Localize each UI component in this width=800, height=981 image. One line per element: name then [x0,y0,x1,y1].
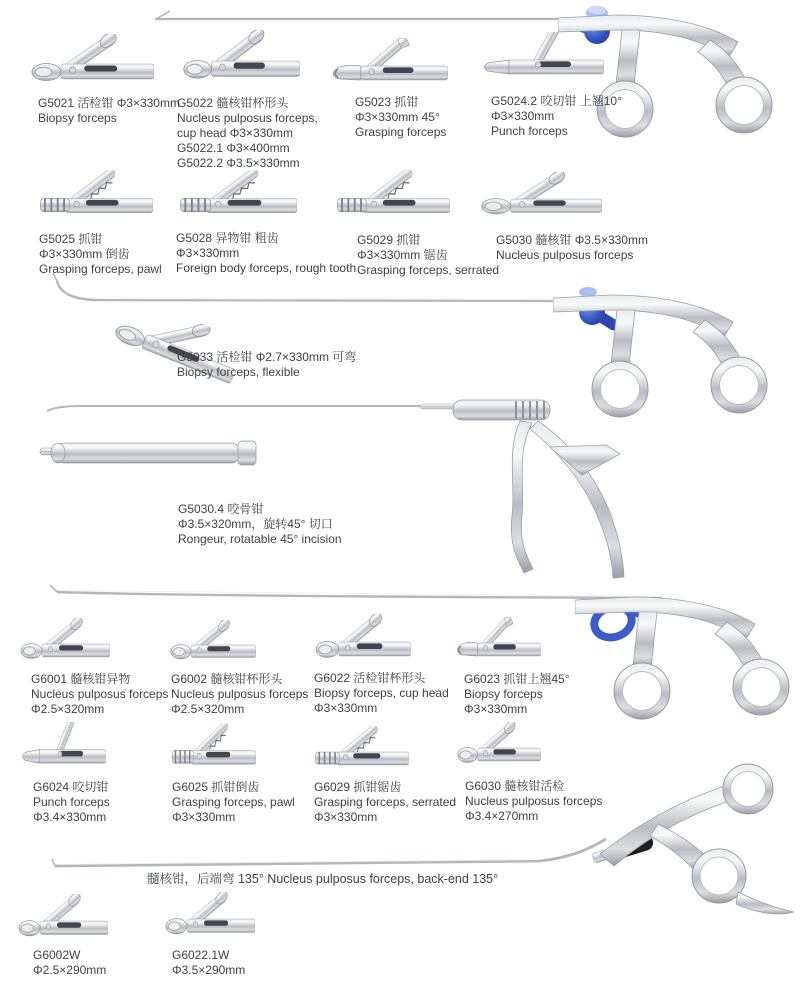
g6022-1w-tip-image [163,892,255,946]
shaft-g6-instrument [50,585,662,598]
g6025-label [172,780,295,825]
g6002w-label [33,948,106,978]
shaft-135-instrument [52,839,606,866]
label-line: Grasping forceps, serrated [357,263,500,277]
label-line: G5021 活检钳 Φ3×330mm [38,96,180,110]
g6029-label [314,780,456,825]
label-line: Φ3×330mm [314,810,378,824]
label-line: Φ2.5×290mm [33,963,107,977]
label-line: G6023 抓钳上翘45° [464,672,570,686]
label-line: G5028 异物钳 粗齿 [176,231,279,245]
label-line: Grasping forceps, pawl [172,795,295,809]
g5023-label [355,95,446,140]
label-line: Punch forceps [491,124,568,138]
label-line: Nucleus pulposus forceps, [177,111,318,125]
g6024-tip-image [18,722,106,777]
label-line: Biopsy forceps [464,687,543,701]
g6030-label [465,779,602,824]
g5033-label [177,350,356,380]
g6022-1w-label [172,948,245,978]
label-line: Φ2.5×320mm [171,702,245,716]
g6023-tip-image [455,617,541,669]
label-line: G5023 抓钳 [355,95,419,109]
label-line: G6001 髓核钳异物 [31,672,131,686]
shaft-top-instrument [155,11,590,19]
g6001-tip-image [18,618,110,670]
label-line: Nucleus pulposus forceps [171,687,309,701]
g6002-label [171,672,308,717]
kerrison-rongeur-image [420,395,640,585]
label-line: G5030 髓核钳 Φ3.5×330mm [496,233,648,247]
label-line: Biopsy forceps, flexible [177,365,300,379]
label-line: cup head Φ3×330mm [177,126,293,140]
scissor-handle-135-image [598,762,798,917]
label-line: Nucleus pulposus forceps [496,248,634,262]
g5022-tip-image [180,30,300,92]
label-line: Φ3×330mm 倒齿 [39,247,130,261]
g5025-tip-image [35,170,153,227]
g5030-4-label [178,502,342,547]
label-line: G5024.2 咬切钳 上翘10° [491,94,622,108]
label-line: G5030.4 咬骨钳 [178,502,264,516]
label-line: Nucleus pulposus forceps [31,687,169,701]
g5024-2-label [491,94,622,139]
label-line: G6022 活检钳杯形头 [314,671,426,685]
label-line: G5022.2 Φ3.5×330mm [177,156,300,170]
label-line: Φ3×330mm [176,246,240,260]
label-line: Φ3×330mm 锯齿 [357,248,448,262]
g5022-label [177,96,318,171]
label-line: Φ2.5×320mm [31,702,105,716]
g6022-label [314,671,449,716]
label-line: Biopsy forceps, cup head [314,686,449,700]
label-line: Φ3.4×270mm [465,809,539,823]
label-line: G6002W [33,948,81,962]
label-line: Foreign body forceps, rough tooth [176,261,357,275]
g6022-tip-image [313,614,411,670]
label-line: Φ3×330mm [491,109,555,123]
g5028-tip-image [175,170,297,227]
g5030-label [496,233,648,263]
label-line: G6002 髓核钳杯形头 [171,672,283,686]
label-line: Rongeur, rotatable 45° incision [178,532,342,546]
shaft-g5030-4 [47,406,457,411]
g6030-tip-image [455,722,541,774]
label-line: Φ3×330mm 45° [355,110,440,124]
g6002-tip-image [168,620,256,670]
g5030-tip-image [478,172,602,226]
banner-135-text: 髓核钳，后端弯 135° Nucleus pulposus forceps, back-end 135° [147,872,499,886]
g6001-label [31,672,168,717]
label-line: Φ3×330mm [314,701,378,715]
g5021-tip-image [28,34,154,94]
g5023-tip-image [330,38,448,94]
label-line: Nucleus pulposus forceps [465,794,603,808]
outer-tube-cannula [40,441,256,465]
label-line: Φ3×330mm [464,702,528,716]
label-line: G6030 髓核钳活检 [465,779,565,793]
label-line: G6029 抓钳锯齿 [314,780,402,794]
g6002w-tip-image [16,894,108,948]
label-line: G5029 抓钳 [357,233,421,247]
g6025-tip-image [168,723,256,778]
label-line: Grasping forceps, pawl [39,262,162,276]
g5021-label [38,96,180,126]
label-line: Grasping forceps, serrated [314,795,457,809]
label-line: G5025 抓钳 [39,232,103,246]
label-line: Φ3.5×320mm，旋转45° 切口 [178,517,333,531]
label-line: Φ3.5×290mm [172,963,246,977]
label-line: G5022 髓核钳杯形头 [177,96,289,110]
ring-handle-g6-image [575,574,800,729]
g5024-2-tip-image [478,32,604,88]
label-line: G6025 抓钳倒齿 [172,780,260,794]
label-line: Φ3×330mm [172,810,236,824]
g6023-label [464,672,570,717]
label-line: G6022.1W [172,948,230,962]
g5029-label [357,233,499,278]
g6029-tip-image [311,726,409,778]
label-line: G5033 活检钳 Φ2.7×330mm 可弯 [177,350,357,364]
shaft-g5033-flexible [53,273,583,301]
label-line: Punch forceps [33,795,110,809]
label-line: Grasping forceps [355,125,447,139]
label-line: Φ3.4×330mm [33,810,107,824]
label-line: G5022.1 Φ3×400mm [177,141,290,155]
g5025-label [39,232,162,277]
label-line: Biopsy forceps [38,111,117,125]
g6024-label [33,780,110,825]
g5029-tip-image [332,170,450,227]
g5028-label [176,231,356,276]
label-line: G6024 咬切钳 [33,780,109,794]
